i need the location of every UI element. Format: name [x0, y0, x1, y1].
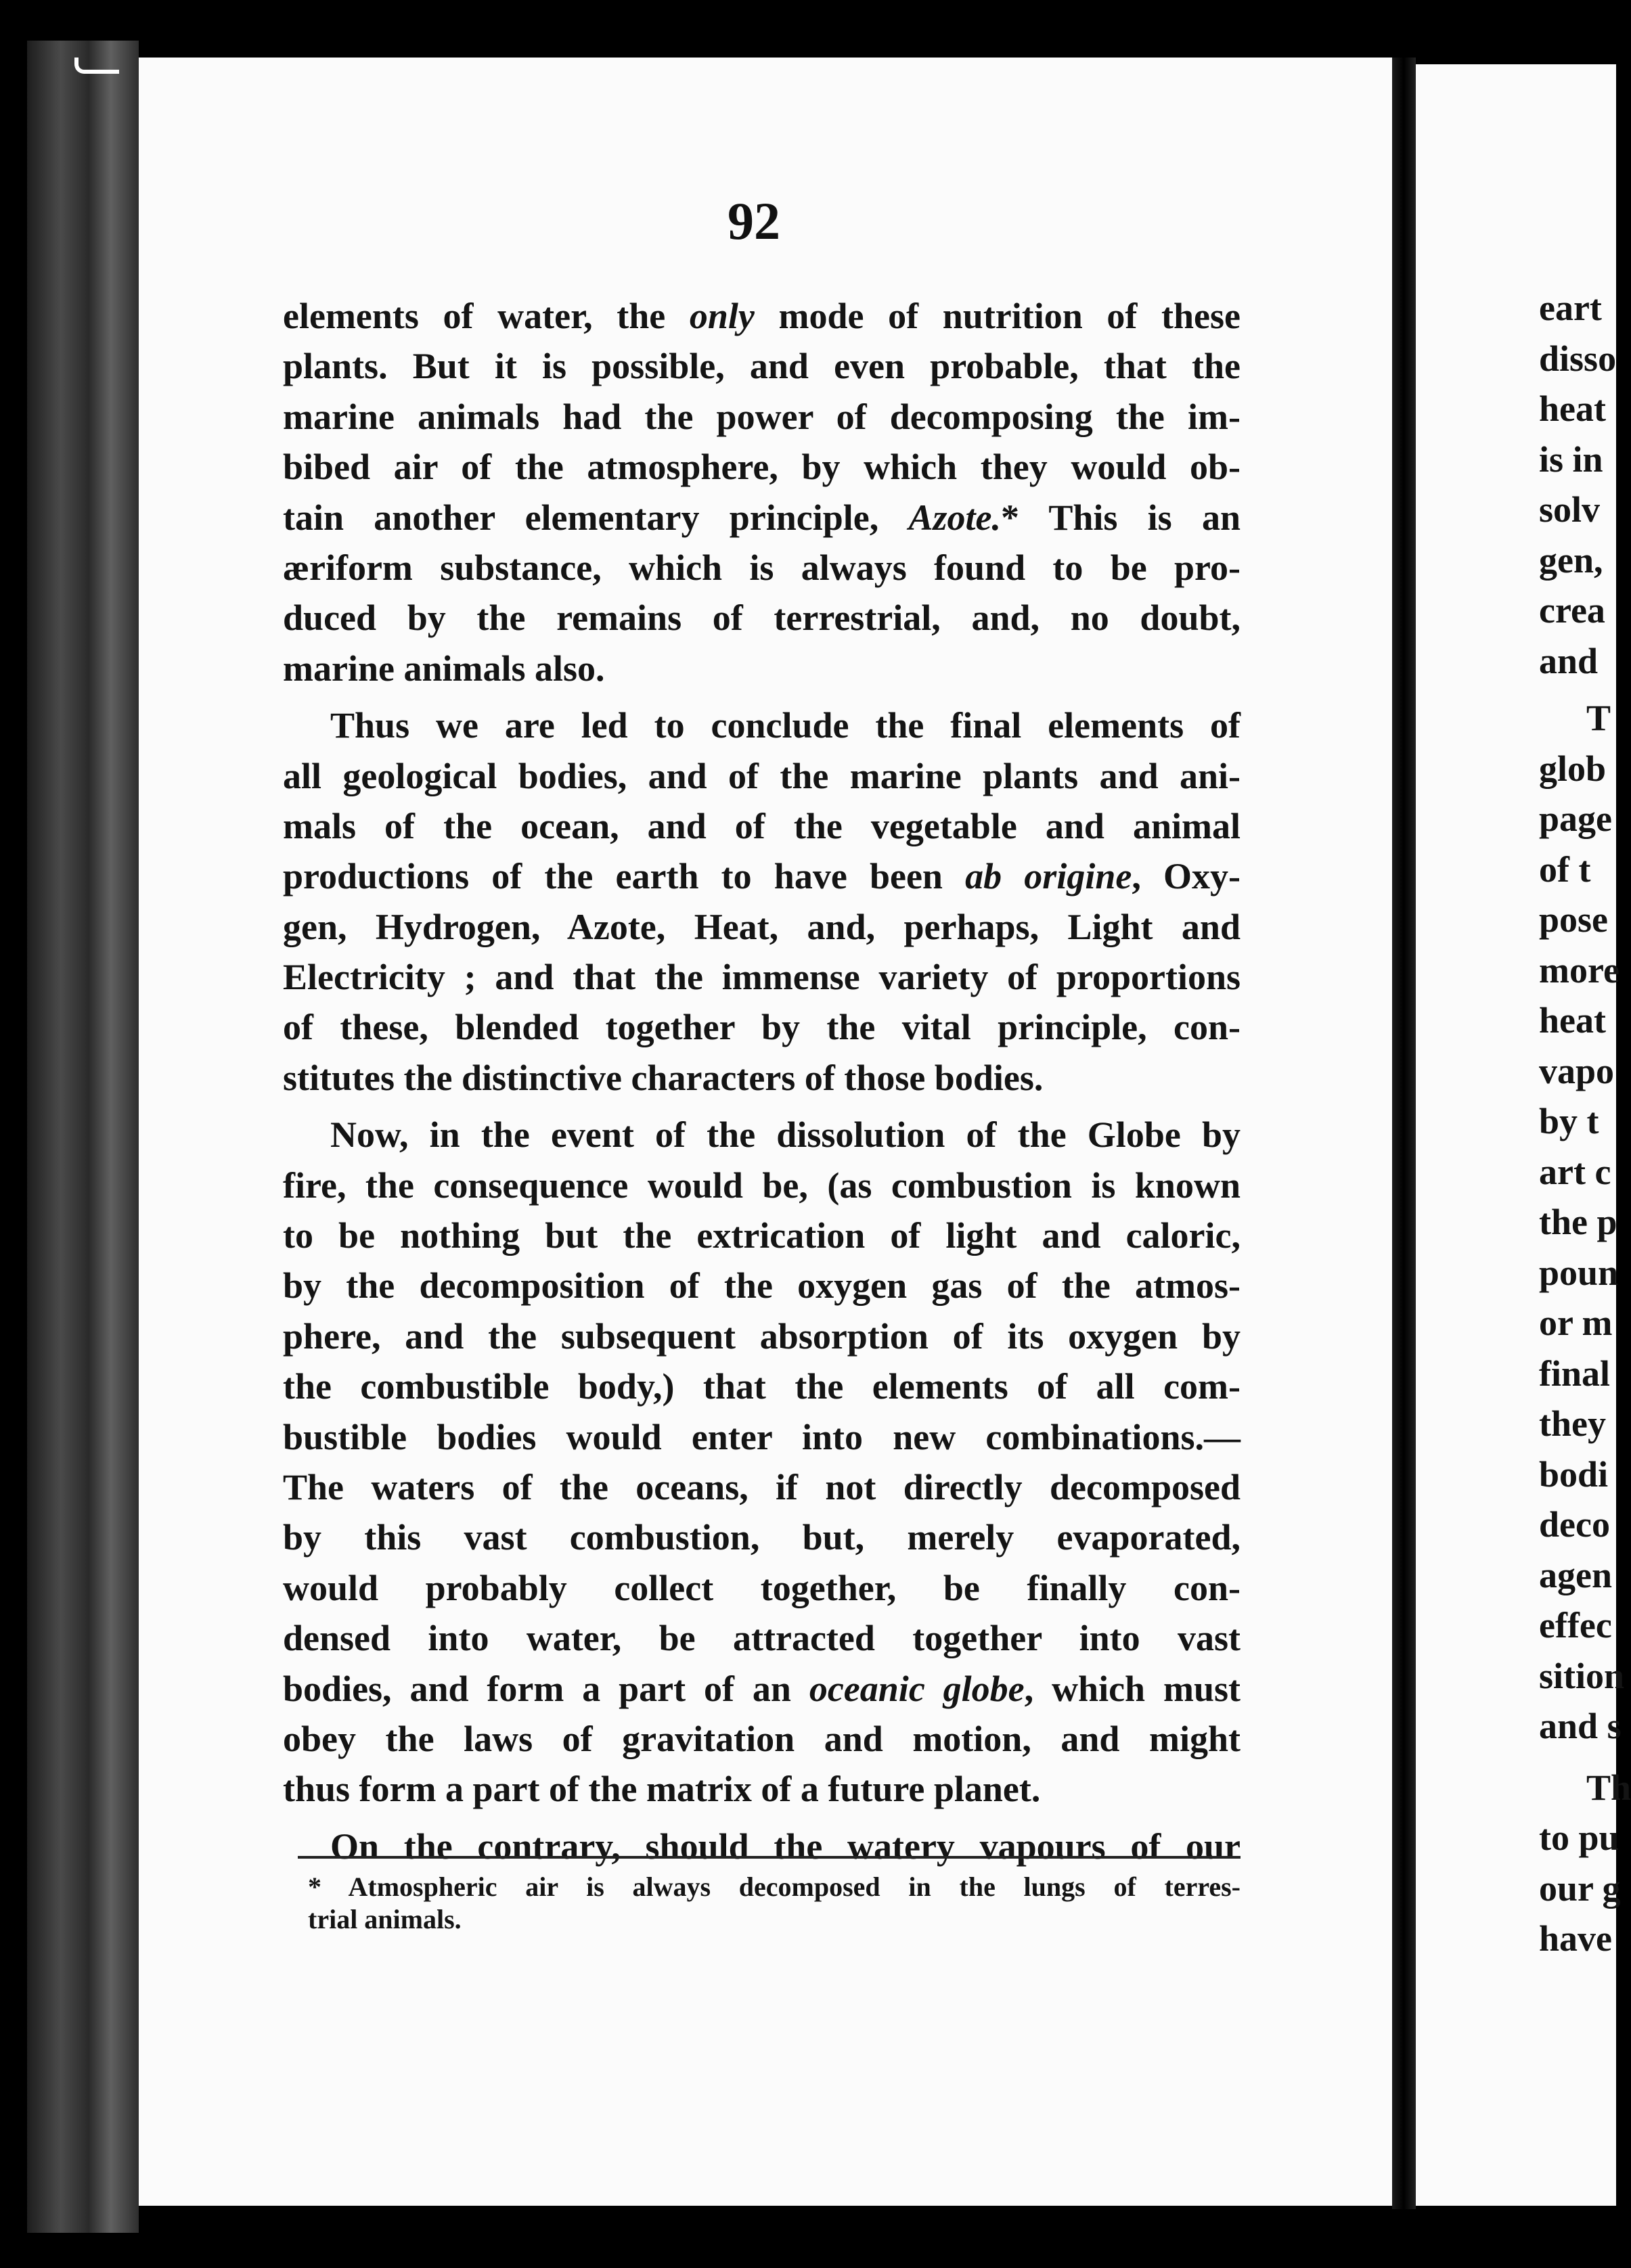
text-line: to be nothing but the extrication of light and caloric,	[283, 1215, 1241, 1256]
text-line: æriform substance, which is always found to be pro-	[283, 547, 1241, 588]
text-line: bustible bodies would enter into new combinations.—	[283, 1416, 1241, 1457]
text-line: gen, Hydrogen, Azote, Heat, and, perhaps, Light and	[283, 906, 1241, 947]
paragraph-3	[283, 1110, 1241, 1814]
main-text	[283, 291, 1241, 1872]
facing-line: effec	[1539, 1605, 1612, 1646]
facing-line: our g	[1539, 1867, 1621, 1909]
facing-line: gen,	[1539, 539, 1603, 581]
facing-line: eart	[1539, 288, 1602, 328]
text-line: The waters of the oceans, if not directly decomposed	[283, 1466, 1241, 1507]
facing-page-text	[1539, 283, 1631, 1964]
text-line: phere, and the subsequent absorption of its oxygen by	[283, 1315, 1241, 1357]
facing-line: vapo	[1539, 1050, 1615, 1091]
facing-line: have	[1539, 1918, 1612, 1959]
page-number: 92	[728, 191, 780, 250]
text-line: by this vast combustion, but, merely evaporated,	[283, 1517, 1241, 1558]
facing-line: agen	[1539, 1554, 1612, 1595]
facing-line: deco	[1539, 1504, 1610, 1545]
text-line: elements of water, the only mode of nutrition of these	[283, 296, 1241, 336]
text-line: all geological bodies, and of the marine plants and ani-	[283, 755, 1241, 796]
facing-line: art c	[1539, 1151, 1611, 1192]
footnote-rule	[298, 1856, 1241, 1859]
text-line: tain another elementary principle, Azote.* This is an	[283, 497, 1241, 538]
text-line: mals of the ocean, and of the vegetable and animal	[283, 805, 1241, 846]
paragraph-4	[283, 1821, 1241, 1872]
facing-line: solv	[1539, 489, 1601, 530]
footnote-line: * Atmospheric air is always decomposed in the lungs of terres-	[308, 1872, 1241, 1902]
text-line: obey the laws of gravitation and motion, and might	[283, 1718, 1241, 1759]
facing-line: and	[1539, 640, 1599, 681]
facing-line: bodi	[1539, 1453, 1609, 1495]
text-line: by the decomposition of the oxygen gas of the atmos-	[283, 1265, 1241, 1307]
text-line: the combustible body,) that the elements of all com-	[283, 1366, 1241, 1407]
text-line: duced by the remains of terrestrial, and, no doubt,	[283, 597, 1241, 639]
text-line: bibed air of the atmosphere, by which they would ob-	[283, 447, 1241, 488]
facing-line: the p	[1539, 1202, 1617, 1242]
text-line: Now, in the event of the dissolution of the Globe by	[330, 1114, 1241, 1156]
text-line: marine animals had the power of decomposing the im-	[283, 396, 1241, 437]
facing-line: and s	[1539, 1706, 1622, 1746]
facing-line: more	[1539, 949, 1619, 991]
facing-line: Th	[1586, 1767, 1631, 1808]
facing-line: page	[1539, 798, 1612, 839]
text-line: thus form a part of the matrix of a future planet.	[283, 1769, 1041, 1810]
book-gutter	[1392, 58, 1416, 2209]
text-line: Thus we are led to conclude the final elements of	[330, 705, 1241, 746]
facing-line: by t	[1539, 1101, 1599, 1141]
text-line: fire, the consequence would be, (as combustion is known	[283, 1164, 1241, 1206]
text-line: would probably collect together, be finally con-	[283, 1567, 1241, 1608]
text-line: productions of the earth to have been ab origine, Oxy-	[283, 856, 1241, 897]
text-line: On the contrary, should the watery vapours of our	[330, 1825, 1241, 1867]
facing-line: or m	[1539, 1302, 1613, 1343]
text-line: marine animals also.	[283, 648, 605, 689]
spine-mark	[74, 58, 119, 74]
facing-line: is in	[1539, 438, 1603, 480]
book-spine	[27, 41, 139, 2233]
paragraph-2	[283, 700, 1241, 1103]
facing-line: pose	[1539, 899, 1609, 940]
facing-line: they	[1539, 1403, 1606, 1444]
footnote-line: trial animals.	[308, 1904, 462, 1934]
text-line: Electricity ; and that the immense variety of proportions	[283, 957, 1241, 998]
text-line: bodies, and form a part of an oceanic globe, which must	[283, 1668, 1241, 1709]
facing-line: final	[1539, 1353, 1611, 1394]
text-line: densed into water, be attracted together into vast	[283, 1618, 1241, 1659]
facing-line: poun	[1539, 1252, 1619, 1293]
facing-line: heat	[1539, 388, 1606, 429]
facing-line: sition	[1539, 1655, 1625, 1696]
facing-line: T	[1586, 698, 1611, 738]
facing-line: of t	[1539, 848, 1591, 890]
text-line: of these, blended together by the vital principle, con-	[283, 1007, 1241, 1048]
facing-line: glob	[1539, 748, 1607, 789]
facing-line: disso	[1539, 338, 1617, 379]
facing-line: crea	[1539, 590, 1605, 631]
text-line: plants. But it is possible, and even probable, that the	[283, 346, 1241, 387]
paragraph-1	[283, 291, 1241, 694]
facing-line: to pu	[1539, 1817, 1619, 1858]
text-line: stitutes the distinctive characters of those bodies.	[283, 1057, 1044, 1098]
facing-line: heat	[1539, 1000, 1606, 1041]
footnote	[308, 1871, 1241, 1936]
